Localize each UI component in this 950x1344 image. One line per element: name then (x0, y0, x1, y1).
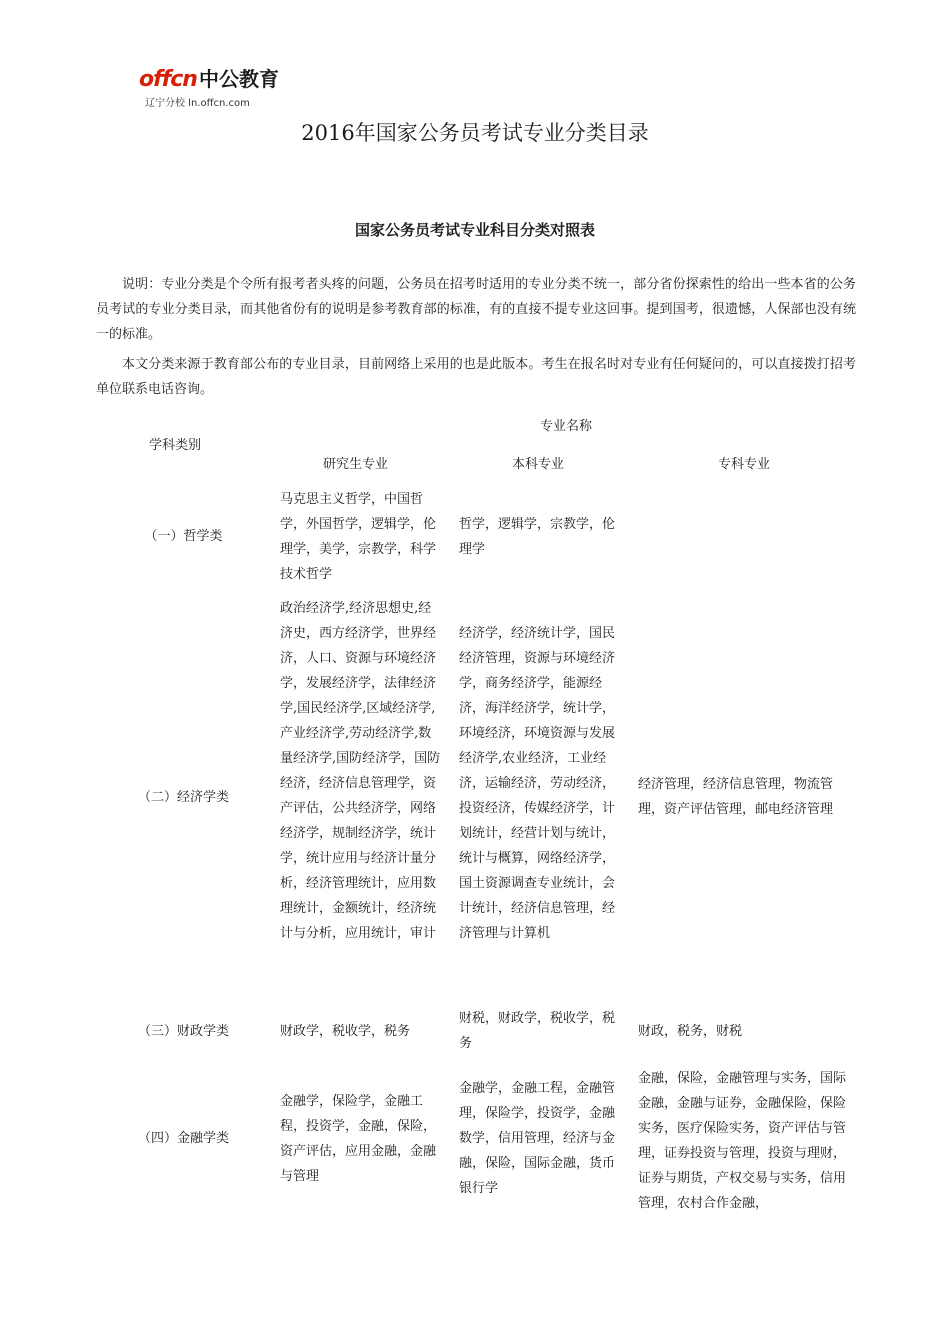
table-row-category: （一）哲学类 (144, 529, 223, 544)
header-undergraduate: 本科专业 (512, 457, 565, 472)
table-cell-undergraduate: 财税，财政学，税收学，税务 (459, 1011, 616, 1051)
table-cell-undergraduate: 经济学，经济统计学，国民经济管理，资源与环境经济学，商务经济学，能源经济，海洋经济学，统计学，环境经济，环境资源与发展经济学,农业经济，工业经济，运输经济，劳动经济，投资经济，传媒经济学，计划统计，经营计划与统计，统计与概算，网络经济学，国土资源调查专业统计，会计统计，经济信息管理，经济管理与计算机 (459, 626, 616, 941)
table-cell-undergraduate: 金融学，金融工程，金融管理，保险学，投资学，金融数学，信用管理，经济与金融，保险，国际金融，货币银行学 (459, 1081, 616, 1196)
header-category: 学科类别 (149, 438, 202, 453)
table-row-category: （三）财政学类 (137, 1024, 229, 1039)
table-cell-junior-college: 财政，税务，财税 (638, 1024, 743, 1039)
header-major-name: 专业名称 (540, 419, 593, 434)
intro-paragraph-1: 说明：专业分类是个令所有报考者头疼的问题，公务员在招考时适用的专业分类不统一，部分省份探索性的给出一些本省的公务员考试的专业分类目录，而其他省份有的说明是参考教育部的标准，有的直接不提专业这回事。提到国考，很遗憾，人保部也没有统一的标准。 (96, 277, 856, 342)
table-row-category: （四）金融学类 (137, 1131, 229, 1146)
logo-wordmark (139, 66, 279, 93)
intro-paragraph-2: 本文分类来源于教育部公布的专业目录，目前网络上采用的也是此版本。考生在报名时对专业有任何疑问的，可以直接拨打招考单位联系电话咨询。 (96, 357, 856, 397)
table-cell-graduate: 马克思主义哲学，中国哲学，外国哲学，逻辑学，伦理学，美学，宗教学，科学技术哲学 (280, 492, 437, 582)
offcn-logo (139, 66, 279, 110)
table-cell-undergraduate: 哲学，逻辑学，宗教学，伦理学 (459, 517, 616, 557)
table-cell-graduate: 金融学，保险学，金融工程，投资学，金融，保险，资产评估，应用金融，金融与管理 (280, 1094, 437, 1184)
table-subtitle: 国家公务员考试专业科目分类对照表 (354, 221, 595, 239)
document-title: 2016年国家公务员考试专业分类目录 (301, 121, 649, 145)
header-graduate: 研究生专业 (323, 457, 389, 472)
logo-brand-cn: 中公教育 (198, 67, 279, 91)
table-row-category: （二）经济学类 (137, 790, 229, 805)
table-cell-junior-college: 金融，保险，金融管理与实务，国际金融，金融与证券，金融保险，保险实务，医疗保险实务，资产评估与管理，证券投资与管理，投资与理财，证券与期货，产权交易与实务，信用管理，农村合作金融， (638, 1071, 847, 1211)
table-cell-graduate: 政治经济学,经济思想史,经济史，西方经济学，世界经济，人口、资源与环境经济学，发展经济学，法律经济学,国民经济学,区域经济学,产业经济学,劳动经济学,数量经济学,国防经济学，国防经济，经济信息管理学，资产评估，公共经济学，网络经济学，规制经济学，统计学，统计应用与经济计量分析，经济管理统计，应用数理统计，金额统计，经济统计与分析，应用统计，审计 (280, 601, 441, 941)
header-junior-college: 专科专业 (718, 457, 771, 472)
table-cell-graduate: 财政学，税收学，税务 (280, 1024, 411, 1039)
logo-subtext: 辽宁分校 ln.offcn.com (145, 98, 250, 109)
table-cell-junior-college: 经济管理，经济信息管理，物流管理，资产评估管理，邮电经济管理 (638, 777, 834, 817)
logo-brand: offcn (139, 67, 197, 92)
